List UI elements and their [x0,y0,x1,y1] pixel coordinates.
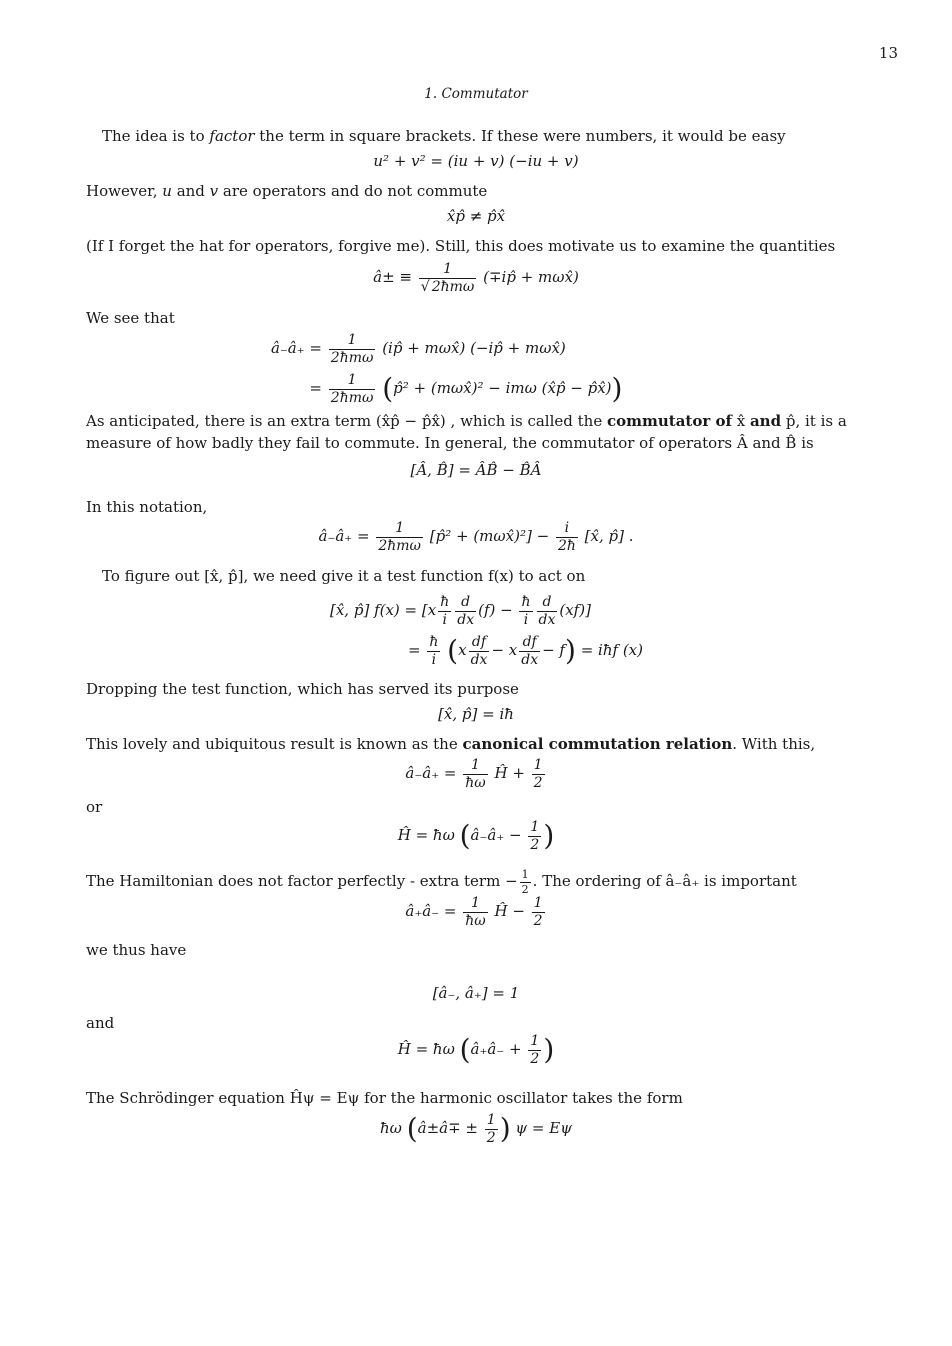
denominator: 2 [486,1129,496,1146]
fraction [463,758,487,790]
numerator: df [522,633,537,650]
equation-3 [0,262,952,294]
fraction [438,595,451,627]
paren: ) [543,1033,555,1067]
denominator: 2ħ [557,537,576,554]
numerator: i [564,520,570,536]
eq-lhs: [x̂, p̂] f(x) = [x [330,601,437,619]
fraction [532,758,545,790]
numerator: 1 [471,895,480,911]
eq-lhs: â₊â₋ = [405,902,457,921]
paragraph: we thus have [86,941,187,959]
bold-term: and [749,412,782,430]
emphasis: factor [209,127,255,145]
denominator: 2 [521,882,529,896]
denominator: dx [457,611,475,628]
paragraph: We see that [86,309,175,327]
eq-line [252,368,622,408]
fraction [419,262,477,294]
math-symbol: v [209,182,219,200]
numerator: ħ [521,593,531,610]
denominator: 2 [530,836,540,853]
denominator: 2 [533,774,543,791]
fraction [427,635,440,667]
eq-rhs: ψ = Eψ [515,1119,572,1138]
text-run: are operators and do not commute [218,182,488,200]
text-run: The Hamiltonian does not factor perfectly - extra term − [86,872,518,891]
paragraph: To figure out [x̂, p̂], we need give it a test function f(x) to act on [102,567,586,585]
paragraph: or [86,798,103,816]
numerator: 1 [347,331,357,348]
eq-lhs: Ĥ = ħω [397,826,455,845]
paren: ) [499,1112,511,1146]
paragraph [86,733,900,755]
denominator: i [519,611,532,628]
text-run: However, [86,182,163,200]
paragraph: Dropping the test function, which has served its purpose [86,680,519,698]
equation-12 [0,896,952,928]
numerator: 1 [530,819,540,835]
equation-9 [0,758,952,790]
eq-lhs: Ĥ = ħω [397,1040,455,1059]
text-run: The idea is to [102,127,210,145]
eq-lhs: â₋â₊ = [270,339,322,357]
denominator: i [438,611,451,628]
running-head: 1. Commutator [424,86,528,102]
eq-mid: (f) − [478,601,513,619]
eq-rhs: (xf)] [559,601,591,619]
eq-line [330,590,643,630]
numerator: 1 [533,895,543,911]
fraction [463,896,487,928]
fraction [528,820,541,852]
equation-4 [252,328,622,408]
fraction [519,635,540,667]
denominator: ħω [465,912,486,929]
eq-rhs: = iħf (x) [580,641,643,659]
equation-15 [0,1113,952,1145]
eq-inner: â₋â₊ − [470,826,522,845]
fraction [455,595,476,627]
eq-mid: [p̂² + (mωx̂)²] − [429,527,550,546]
denominator: i [427,651,440,668]
denominator: 2ħmω [330,389,374,406]
eq-inner: â₊â₋ + [470,1040,522,1059]
paragraph [86,125,900,147]
fraction [376,521,423,553]
fraction [485,1113,498,1145]
numerator: 1 [521,868,529,881]
fraction [528,1034,541,1066]
paren: ( [406,1112,418,1146]
eq-term: x [458,641,467,659]
paren: ( [459,819,471,853]
numerator: 1 [395,520,405,536]
equation-6 [0,521,952,553]
paragraph: and [86,1014,115,1032]
eq-rhs: (∓ip̂ + mωx̂) [483,268,579,287]
paren: ) [611,372,623,405]
eq-mid: Ĥ − [494,902,525,921]
equation-13: [â₋, â₊] = 1 [432,984,520,1002]
paren: ( [459,1033,471,1067]
denominator: 2 [533,912,543,929]
numerator: d [542,593,552,610]
math-symbol: u [162,182,172,200]
radicand: 2ħmω [431,278,475,295]
fraction [520,869,531,895]
text-run: and [171,182,210,200]
numerator: d [461,593,471,610]
text-run: the term in square brackets. If these were numbers, it would be easy [254,127,786,145]
bold-term: canonical commutation relation [462,735,733,753]
paragraph: In this notation, [86,498,208,516]
text-run: . With this, [732,735,816,753]
denominator: dx [538,611,556,628]
fraction [329,373,376,405]
text-run: p̂, it is a measure of how badly they fail to commute. In general, the commutator of operators Â and B̂ is [86,412,847,452]
eq-line [330,630,643,670]
fraction [519,595,532,627]
equation-8: [x̂, p̂] = iħ [438,705,514,723]
denominator: √ 2ħmω [420,278,475,295]
text-run: . The ordering of â₋â₊ is important [532,872,797,891]
eq-line [252,328,622,368]
equation-10 [0,820,952,852]
eq-lhs: ħω [380,1119,402,1138]
denominator: 2ħmω [378,537,421,554]
text-run: As anticipated, there is an extra term (x̂p̂ − p̂x̂) , which is called the [86,412,607,430]
eq-inner: â±â∓ ± [417,1119,478,1138]
paragraph: The Schrödinger equation Ĥψ = Eψ for the harmonic oscillator takes the form [86,1089,683,1107]
page-number: 13 [878,44,898,62]
numerator: df [471,633,487,650]
numerator: 1 [486,1112,496,1128]
paren: ( [382,372,394,405]
fraction [532,896,545,928]
bold-term: commutator of [607,412,732,430]
fraction [469,635,490,667]
numerator: ħ [440,593,450,610]
denominator: dx [521,651,539,668]
paren: ) [564,634,576,667]
eq-rhs: p̂² + (mωx̂)² − imω (x̂p̂ − p̂x̂) [393,379,612,397]
denominator: 2 [530,1050,540,1067]
paragraph: (If I forget the hat for operators, forgive me). Still, this does motivate us to examine the quantities [86,237,836,255]
eq-rhs: (ip̂ + mωx̂) (−ip̂ + mωx̂) [382,339,566,357]
denominator: ħω [465,774,486,791]
fraction [329,333,376,365]
eq-lhs: = [309,379,322,397]
eq-lhs: â± ≡ [373,268,413,287]
paragraph [86,180,900,202]
paragraph [86,869,900,895]
denominator: dx [470,651,488,668]
eq-lhs: = [408,641,421,659]
eq-term: − f [542,641,565,659]
numerator: 1 [471,757,480,773]
equation-14 [0,1034,952,1066]
paren: ( [447,634,459,667]
equation-2: x̂p̂ ≠ p̂x̂ [446,207,506,225]
numerator: 1 [530,1033,540,1049]
text-run: This lovely and ubiquitous result is known as the [86,735,463,753]
numerator: 1 [533,757,543,773]
eq-lhs: â₋â₊ = [405,764,457,783]
numerator: 1 [443,261,453,277]
denominator: 2ħmω [330,349,374,366]
paren: ) [543,819,555,853]
fraction [556,521,578,553]
numerator: 1 [347,371,357,388]
equation-1: u² + v² = (iu + v) (−iu + v) [373,152,579,170]
fraction [537,595,558,627]
text-run: x̂ [731,412,750,430]
eq-rhs: [x̂, p̂] . [584,527,634,546]
equation-5: [Â, B̂] = ÂB̂ − B̂Â [410,461,542,479]
eq-lhs: â₋â₊ = [318,527,370,546]
eq-mid: Ĥ + [494,764,525,783]
eq-term: − x [491,641,518,659]
paragraph [86,410,900,454]
numerator: ħ [429,633,439,650]
equation-7 [330,590,643,670]
